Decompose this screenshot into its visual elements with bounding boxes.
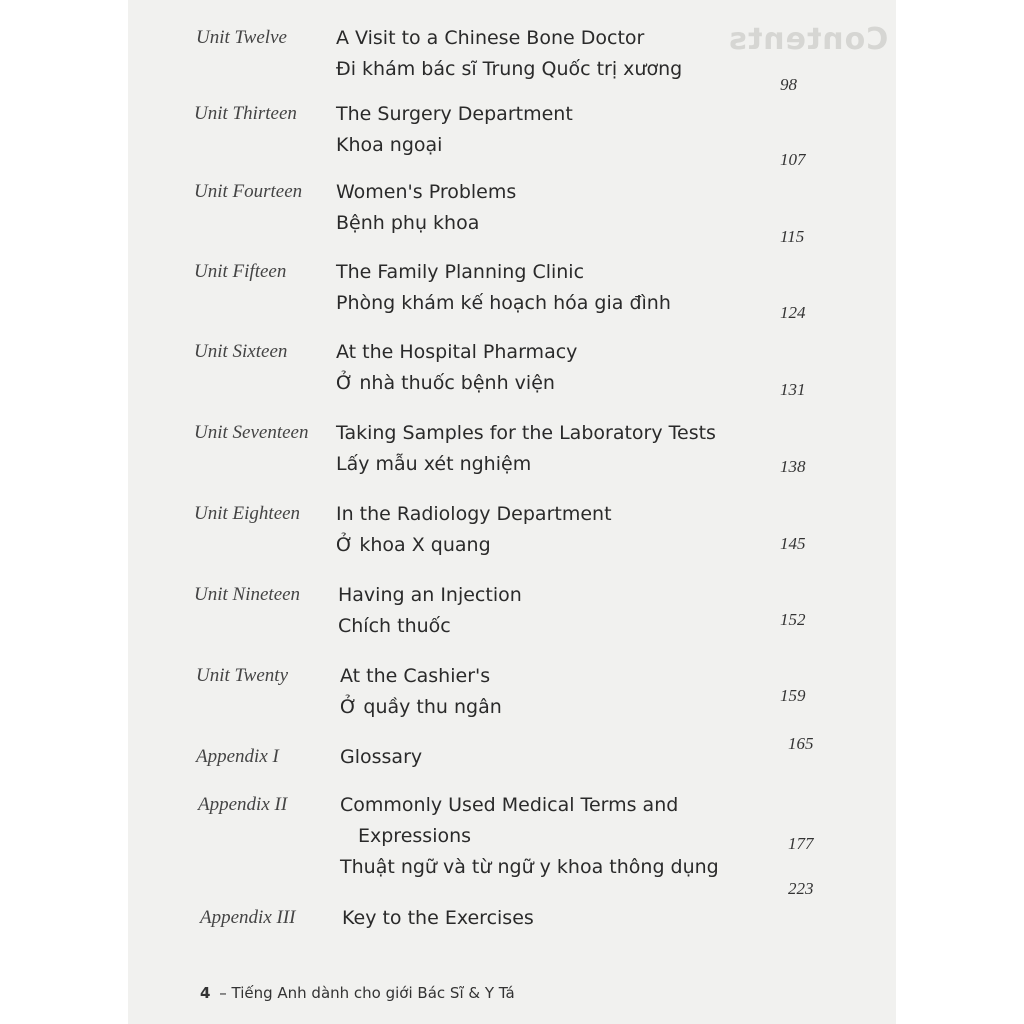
- unit-label: Unit Sixteen: [194, 341, 288, 362]
- page-number: 152: [780, 610, 806, 629]
- english-title-continued: Expressions: [358, 825, 472, 847]
- vietnamese-title: Phòng khám kế hoạch hóa gia đình: [336, 292, 671, 314]
- unit-label: Unit Twenty: [196, 665, 289, 686]
- page-number: 145: [780, 534, 806, 553]
- bleed-through-title: Contents: [727, 22, 888, 57]
- unit-label: Unit Fourteen: [194, 181, 303, 202]
- english-title: At the Cashier's: [340, 665, 491, 687]
- vietnamese-title: Thuật ngữ và từ ngữ y khoa thông dụng: [340, 856, 719, 878]
- vietnamese-title: Chích thuốc: [338, 615, 451, 637]
- unit-label: Unit Twelve: [196, 27, 287, 48]
- vietnamese-title: Ở khoa X quang: [336, 534, 491, 556]
- unit-label: Unit Seventeen: [194, 422, 309, 443]
- unit-label: Unit Thirteen: [194, 103, 297, 124]
- page-number: 115: [780, 227, 805, 246]
- english-title: At the Hospital Pharmacy: [336, 341, 578, 363]
- footer-page-number: 4: [200, 984, 211, 1002]
- page-number: 223: [788, 879, 814, 898]
- footer-book-title: – Tiếng Anh dành cho giới Bác Sĩ & Y Tá: [219, 984, 515, 1002]
- book-page: [128, 0, 896, 1024]
- page-number: 98: [780, 75, 797, 94]
- page-number: 131: [780, 380, 806, 399]
- page-number: 124: [780, 303, 806, 322]
- vietnamese-title: Bệnh phụ khoa: [336, 212, 480, 234]
- vietnamese-title: Đi khám bác sĩ Trung Quốc trị xương: [336, 58, 683, 80]
- page-number: 177: [788, 834, 814, 853]
- english-title: Key to the Exercises: [342, 907, 534, 929]
- page-number: 107: [780, 150, 806, 169]
- unit-label: Unit Eighteen: [194, 503, 301, 524]
- unit-label: Appendix II: [198, 794, 288, 815]
- page-footer: [200, 984, 515, 1002]
- unit-label: Unit Nineteen: [194, 584, 301, 605]
- page-number: 138: [780, 457, 806, 476]
- english-title: Glossary: [340, 746, 423, 768]
- english-title: Commonly Used Medical Terms and: [340, 794, 679, 816]
- page-number: 159: [780, 686, 806, 705]
- vietnamese-title: Ở nhà thuốc bệnh viện: [336, 372, 555, 394]
- english-title: Taking Samples for the Laboratory Tests: [336, 422, 716, 444]
- vietnamese-title: Khoa ngoại: [336, 134, 443, 156]
- english-title: In the Radiology Department: [336, 503, 612, 525]
- vietnamese-title: Ở quầy thu ngân: [340, 696, 502, 718]
- vietnamese-title: Lấy mẫu xét nghiệm: [336, 453, 532, 475]
- english-title: The Surgery Department: [336, 103, 573, 125]
- unit-label: Appendix I: [196, 746, 279, 767]
- english-title: A Visit to a Chinese Bone Doctor: [336, 27, 645, 49]
- english-title: Having an Injection: [338, 584, 522, 606]
- english-title: Women's Problems: [336, 181, 517, 203]
- unit-label: Appendix III: [200, 907, 296, 928]
- unit-label: Unit Fifteen: [194, 261, 287, 282]
- english-title: The Family Planning Clinic: [336, 261, 585, 283]
- page-number: 165: [788, 734, 814, 753]
